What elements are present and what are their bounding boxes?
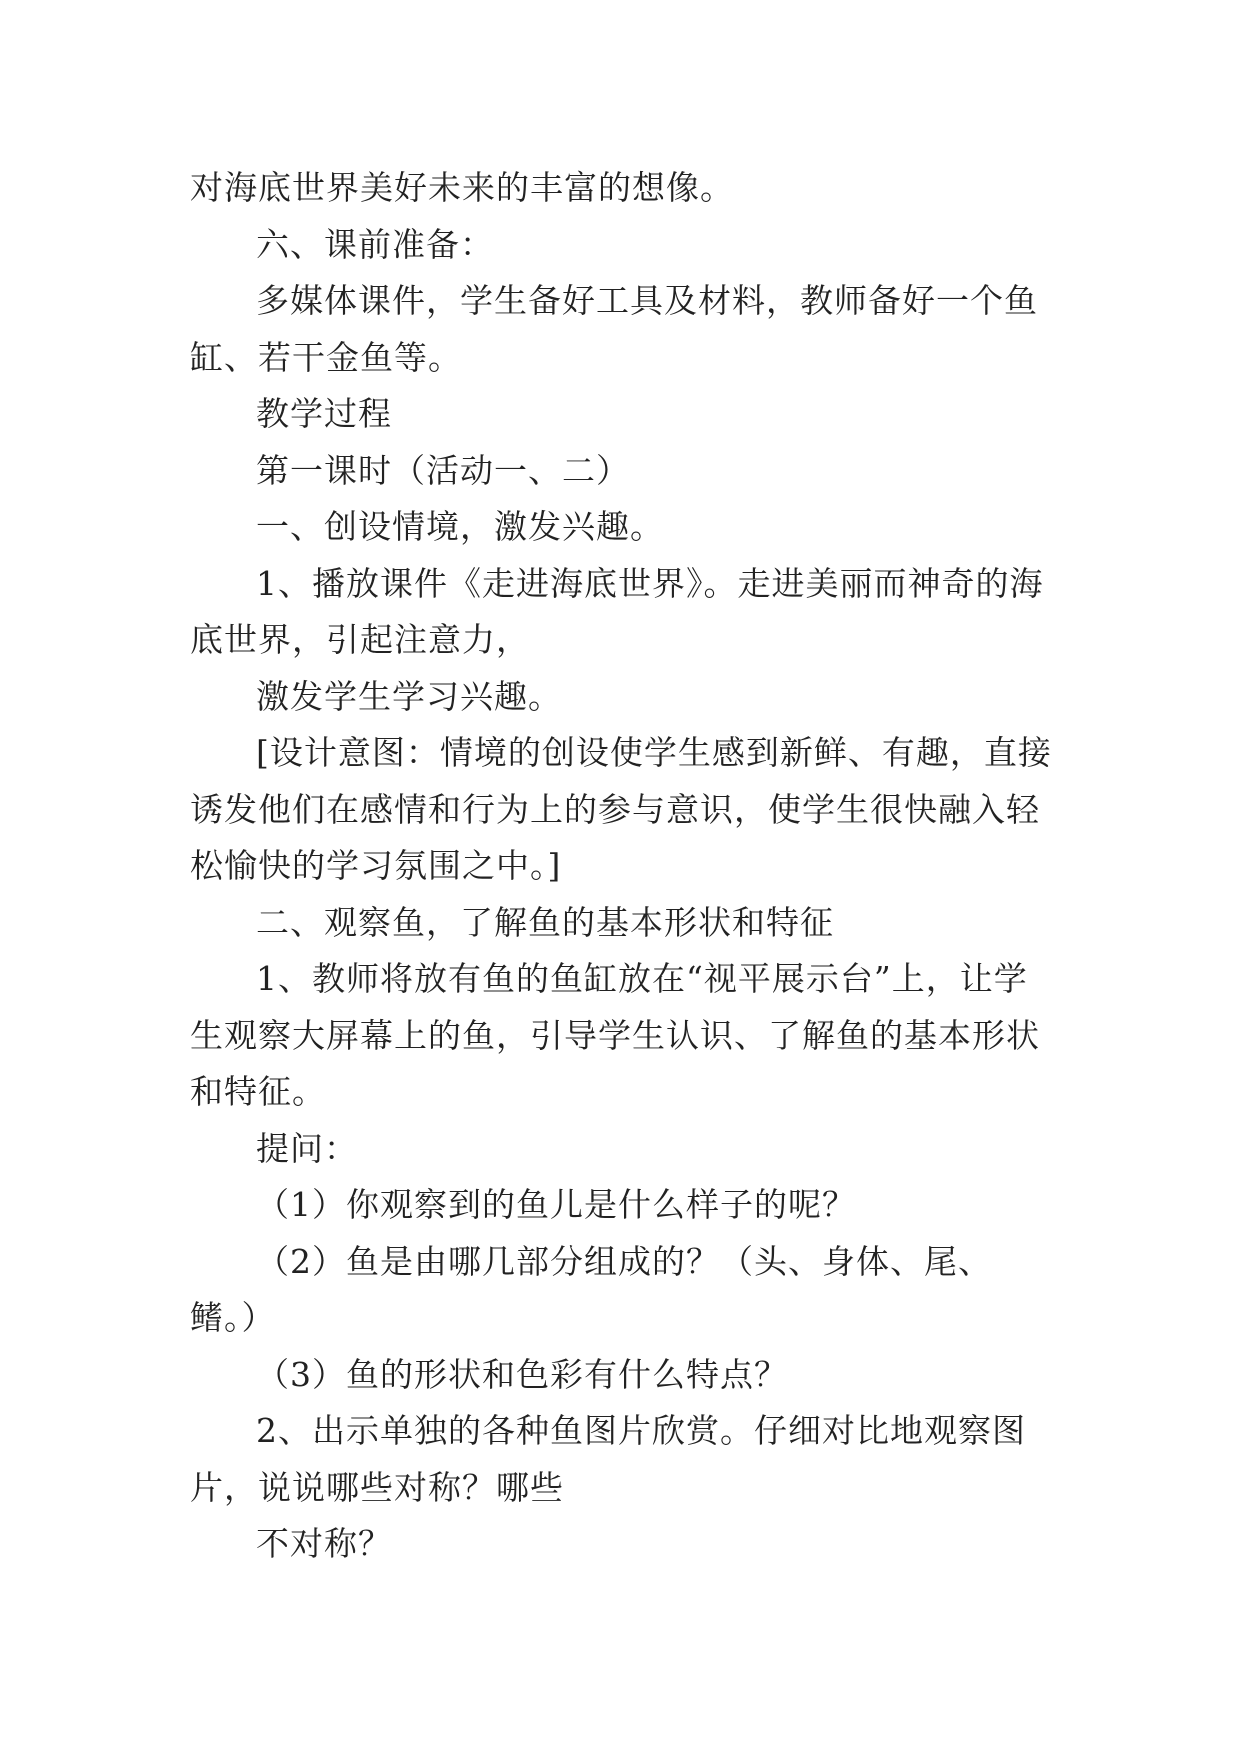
paragraph-6: 1、播放课件《走进海底世界》。走进美丽而神奇的海底世界，引起注意力， [190, 563, 1044, 659]
paragraph-13: （2）鱼是由哪几部分组成的？（头、身体、尾、鳍。） [190, 1241, 992, 1337]
paragraph-0: 对海底世界美好未来的丰富的想像。 [190, 168, 734, 207]
paragraph-3: 教学过程 [256, 394, 392, 433]
paragraph-4: 第一课时（活动一、二） [256, 450, 630, 490]
paragraph-15: 2、出示单独的各种鱼图片欣赏。仔细对比地观察图片，说说哪些对称？哪些 [190, 1411, 1026, 1507]
paragraph-7: 激发学生学习兴趣。 [256, 676, 562, 716]
paragraph-5: 一、创设情境，激发兴趣。 [256, 507, 664, 546]
paragraph-12: （1）你观察到的鱼儿是什么样子的呢？ [256, 1185, 856, 1224]
paragraph-2: 多媒体课件，学生备好工具及材料，教师备好一个鱼缸、若干金鱼等。 [190, 281, 1038, 377]
paragraph-8: [设计意图：情境的创设使学生感到新鲜、有趣，直接诱发他们在感情和行为上的参与意识，使学生很快融入轻松愉快的学习氛围之中。] [190, 733, 1052, 885]
paragraph-16: 不对称？ [256, 1524, 392, 1563]
paragraph-1: 六、课前准备： [256, 224, 494, 264]
paragraph-10: 1、教师将放有鱼的鱼缸放在“视平展示台”上，让学生观察大屏幕上的鱼，引导学生认识、了解鱼的基本形状和特征。 [190, 959, 1040, 1111]
paragraph-9: 二、观察鱼，了解鱼的基本形状和特征 [256, 902, 834, 942]
document-body [190, 160, 1060, 1573]
paragraph-14: （3）鱼的形状和色彩有什么特点？ [256, 1354, 788, 1394]
paragraph-11: 提问： [256, 1128, 358, 1168]
